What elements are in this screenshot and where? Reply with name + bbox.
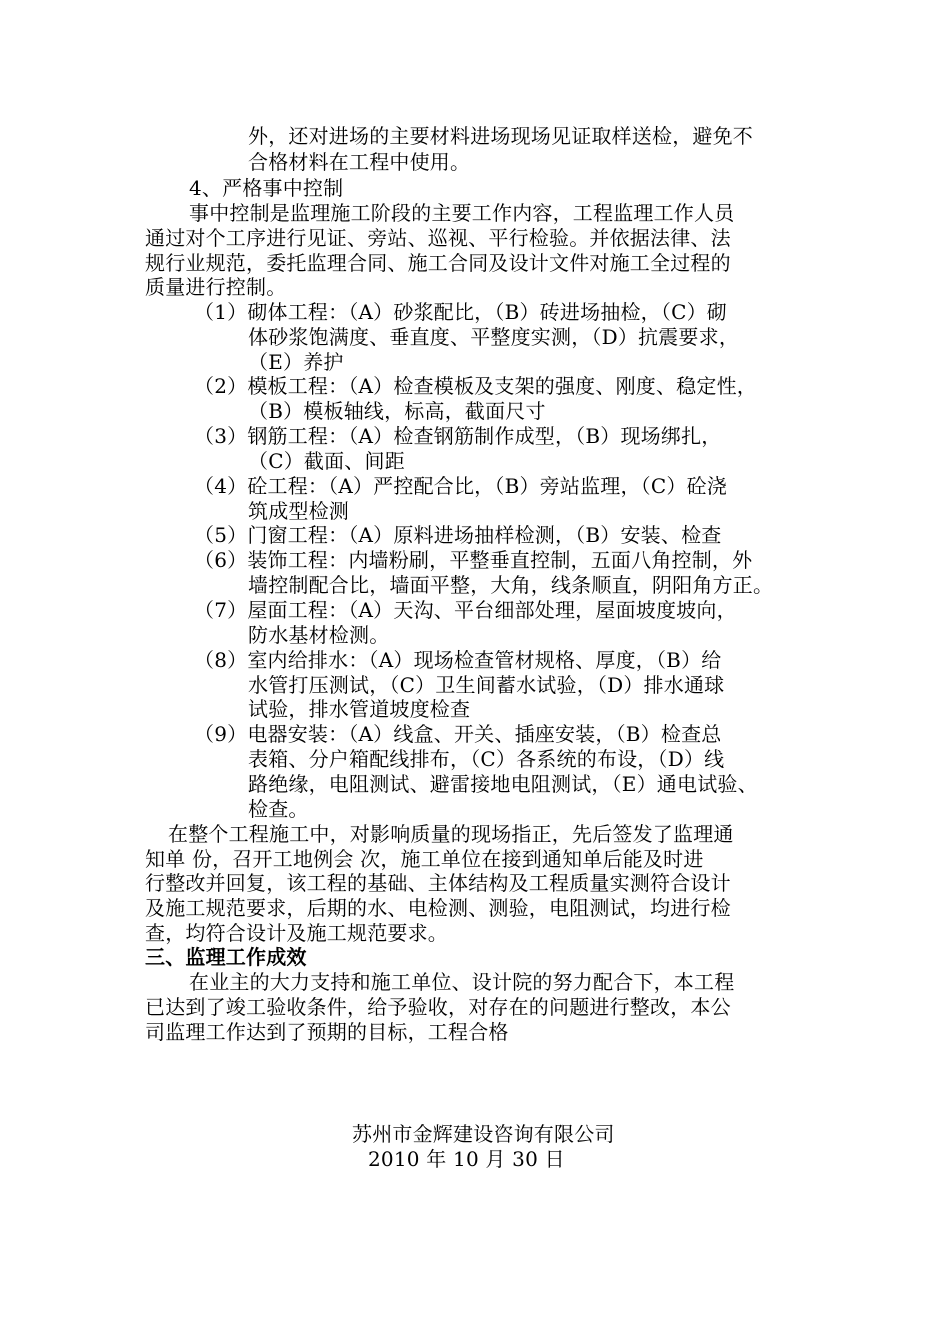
item-7-line-2: 防水基材检测。 <box>248 623 390 647</box>
company-name: 苏州市金辉建设咨询有限公司 <box>352 1122 615 1146</box>
summary-para-line-4: 及施工规范要求，后期的水、电检测、测验，电阻测试，均进行检 <box>145 896 731 920</box>
summary-para-line-5: 查，均符合设计及施工规范要求。 <box>145 921 448 945</box>
item-5-line-1: （5）门窗工程：（A）原料进场抽样检测，（B）安装、检查 <box>194 523 722 547</box>
item-9-line-1: （9）电器安装：（A）线盒、开关、插座安装，（B）检查总 <box>194 722 722 746</box>
item-4-line-2: 筑成型检测 <box>248 499 349 523</box>
subheading-strict-control: 4、严格事中控制 <box>189 176 344 200</box>
section-3-heading: 三、监理工作成效 <box>145 945 307 969</box>
item-1-line-1: （1）砌体工程：（A）砂浆配比，（B）砖进场抽检，（C）砌 <box>194 300 727 324</box>
result-para-line-2: 已达到了竣工验收条件，给予验收，对存在的问题进行整改，本公 <box>145 995 731 1019</box>
item-6-line-1: （6）装饰工程：内墙粉刷，平整垂直控制，五面八角控制，外 <box>194 548 753 572</box>
item-7-line-1: （7）屋面工程：（A）天沟、平台细部处理，屋面坡度坡向， <box>194 598 737 622</box>
item-2-line-1: （2）模板工程：（A）检查模板及支架的强度、刚度、稳定性， <box>194 374 757 398</box>
item-9-line-4: 检查。 <box>248 797 309 821</box>
item-1-line-2: 体砂浆饱满度、垂直度、平整度实测，（D）抗震要求， <box>248 325 740 349</box>
item-8-line-2: 水管打压测试，（C）卫生间蓄水试验，（D）排水通球 <box>248 673 725 697</box>
control-para-line-4: 质量进行控制。 <box>145 275 287 299</box>
item-2-line-2: （B）模板轴线，标高，截面尺寸 <box>248 399 546 423</box>
result-para-line-1: 在业主的大力支持和施工单位、设计院的努力配合下，本工程 <box>189 970 735 994</box>
item-3-line-1: （3）钢筋工程：（A）检查钢筋制作成型，（B）现场绑扎， <box>194 424 722 448</box>
intro-tail-line-1: 外，还对进场的主要材料进场现场见证取样送检，避免不 <box>248 124 753 148</box>
intro-tail-line-2: 合格材料在工程中使用。 <box>248 150 471 174</box>
document-date: 2010 年 10 月 30 日 <box>368 1147 565 1171</box>
item-9-line-3: 路绝缘，电阻测试、避雷接地电阻测试，（E）通电试验、 <box>248 772 758 796</box>
summary-para-line-3: 行整改并回复，该工程的基础、主体结构及工程质量实测符合设计 <box>145 871 731 895</box>
item-3-line-2: （C）截面、间距 <box>248 449 405 473</box>
summary-para-line-2: 知单 份，召开工地例会 次，施工单位在接到通知单后能及时进 <box>145 847 704 871</box>
control-para-line-2: 通过对个工序进行见证、旁站、巡视、平行检验。并依据法律、法 <box>145 226 731 250</box>
item-6-line-2: 墙控制配合比，墙面平整，大角，线条顺直，阴阳角方正。 <box>248 573 774 597</box>
control-para-line-1: 事中控制是监理施工阶段的主要工作内容，工程监理工作人员 <box>189 201 735 225</box>
item-4-line-1: （4）砼工程：（A）严控配合比，（B）旁站监理，（C）砼浇 <box>194 474 727 498</box>
item-9-line-2: 表箱、分户箱配线排布，（C）各系统的布设，（D）线 <box>248 747 725 771</box>
control-para-line-3: 规行业规范，委托监理合同、施工合同及设计文件对施工全过程的 <box>145 251 731 275</box>
item-8-line-3: 试验，排水管道坡度检查 <box>248 697 471 721</box>
summary-para-line-1: 在整个工程施工中，对影响质量的现场指正，先后签发了监理通 <box>168 822 734 846</box>
item-8-line-1: （8）室内给排水：（A）现场检查管材规格、厚度，（B）给 <box>194 648 722 672</box>
result-para-line-3: 司监理工作达到了预期的目标，工程合格 <box>145 1020 509 1044</box>
item-1-line-3: （E）养护 <box>248 350 344 374</box>
